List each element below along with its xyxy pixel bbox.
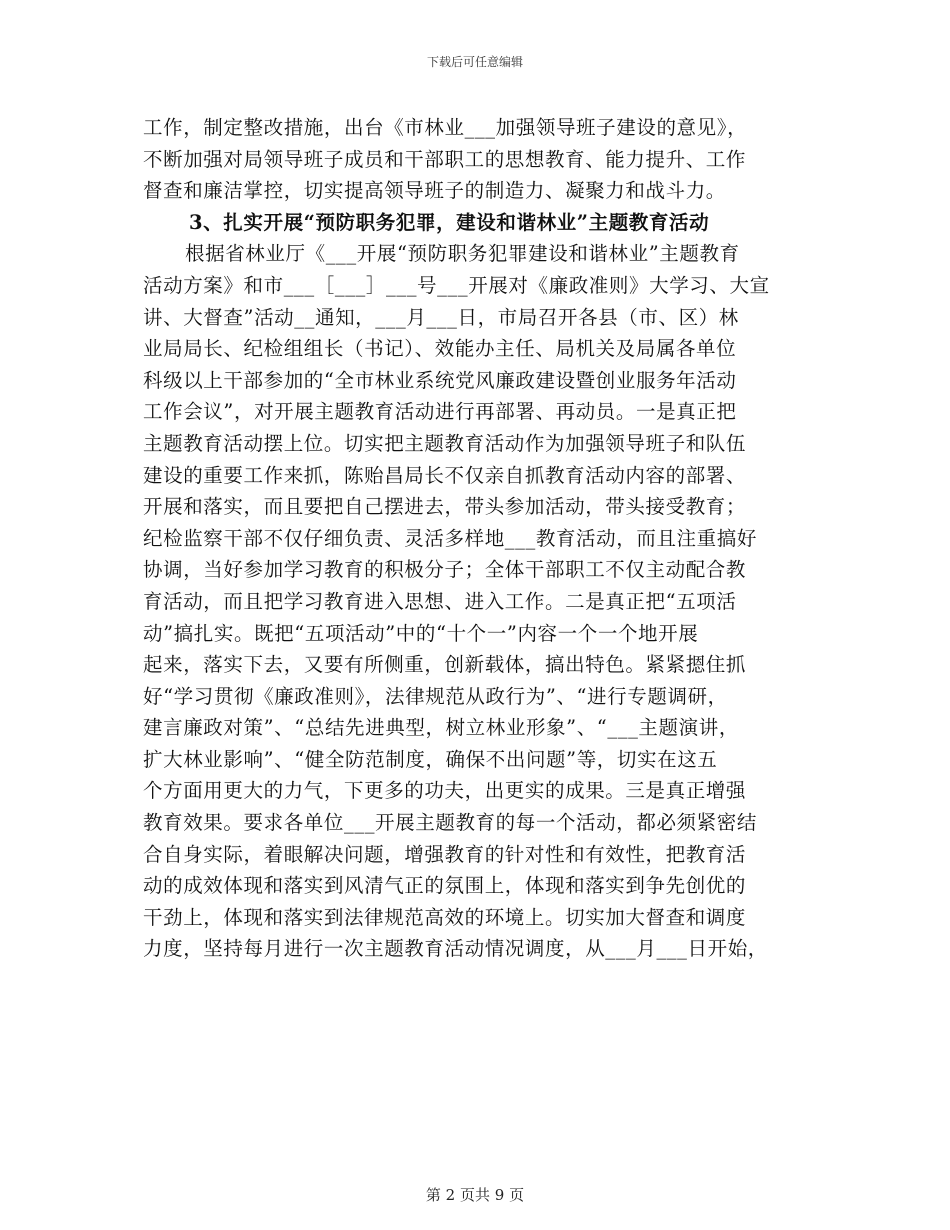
body-line-2: 不断加强对局领导班子成员和干部职工的思想教育、能力提升、工作 (143, 147, 747, 171)
section-heading: 3、扎实开展“预防职务犯罪，建设和谐林业”主题教育活动 (189, 210, 710, 234)
page-footer: 第 2 页共 9 页 (425, 1186, 525, 1204)
paragraph-first-line: 根据省林业厅《___开展“预防职务犯罪建设和谐林业”主题教育 (185, 242, 740, 266)
body-line-14: 纪检监察干部不仅仔细负责、灵活多样地___教育活动，而且注重搞好 (143, 526, 757, 550)
page-header: 下载后可任意编辑 (426, 55, 523, 69)
body-line-9: 科级以上干部参加的“全市林业系统党风廉政建设暨创业服务年活动 (143, 368, 737, 392)
body-line-12: 建设的重要工作来抓，陈贻昌局长不仅亲自抓教育活动内容的部署、 (143, 463, 747, 487)
body-line-6: 活动方案》和市___［___］___号___开展对《廉政准则》大学习、大宣 (143, 273, 770, 297)
body-line-25: 动的成效体现和落实到风清气正的氛围上，体现和落实到争先创优的 (143, 874, 747, 898)
body-line-8: 业局局长、纪检组组长（书记）、效能办主任、局机关及局属各单位 (143, 337, 737, 361)
document-body (143, 112, 819, 965)
body-line-16: 育活动，而且把学习教育进入思想、进入工作。二是真正把“五项活 (143, 589, 737, 613)
body-line-17: 动”搞扎实。既把“五项活动”中的“十个一”内容一个一个地开展 (143, 621, 699, 645)
body-line-1: 工作，制定整改措施，出台《市林业___加强领导班子建设的意见》， (143, 116, 748, 139)
body-line-13: 开展和落实，而且要把自己摆进去，带头参加活动，带头接受教育； (143, 495, 747, 519)
body-line-24: 合自身实际，着眼解决问题，增强教育的针对性和有效性，把教育活 (143, 842, 747, 866)
body-line-20: 建言廉政对策”、“总结先进典型，树立林业形象”、“___主题演讲， (143, 716, 739, 740)
body-line-22: 个方面用更大的力气，下更多的功夫，出更实的成果。三是真正增强 (143, 779, 747, 803)
body-line-10: 工作会议”，对开展主题教育活动进行再部署、再动员。一是真正把 (143, 400, 737, 424)
body-line-19: 好“学习贯彻《廉政准则》，法律规范从政行为”、“进行专题调研， (143, 684, 728, 708)
body-line-21: 扩大林业影响”、“健全防范制度，确保不出问题”等，切实在这五 (143, 747, 718, 771)
body-line-18: 起来，落实下去，又要有所侧重，创新载体，搞出特色。紧紧摁住抓 (143, 653, 747, 677)
body-line-26: 干劲上，体现和落实到法律规范高效的环境上。切实加大督查和调度 (143, 905, 747, 929)
body-line-11: 主题教育活动摆上位。切实把主题教育活动作为加强领导班子和队伍 (143, 431, 747, 455)
body-line-3: 督查和廉洁掌控，切实提高领导班子的制造力、凝聚力和战斗力。 (143, 179, 726, 203)
body-line-15: 协调，当好参加学习教育的积极分子；全体干部职工不仅主动配合教 (143, 558, 747, 582)
body-line-27: 力度，坚持每月进行一次主题教育活动情况调度，从___月___日开始， (143, 937, 768, 961)
body-line-7: 讲、大督查”活动__通知，___月___日，市局召开各县（市、区）林 (143, 305, 739, 329)
body-line-23: 教育效果。要求各单位___开展主题教育的每一个活动，都必须紧密结 (143, 811, 757, 835)
